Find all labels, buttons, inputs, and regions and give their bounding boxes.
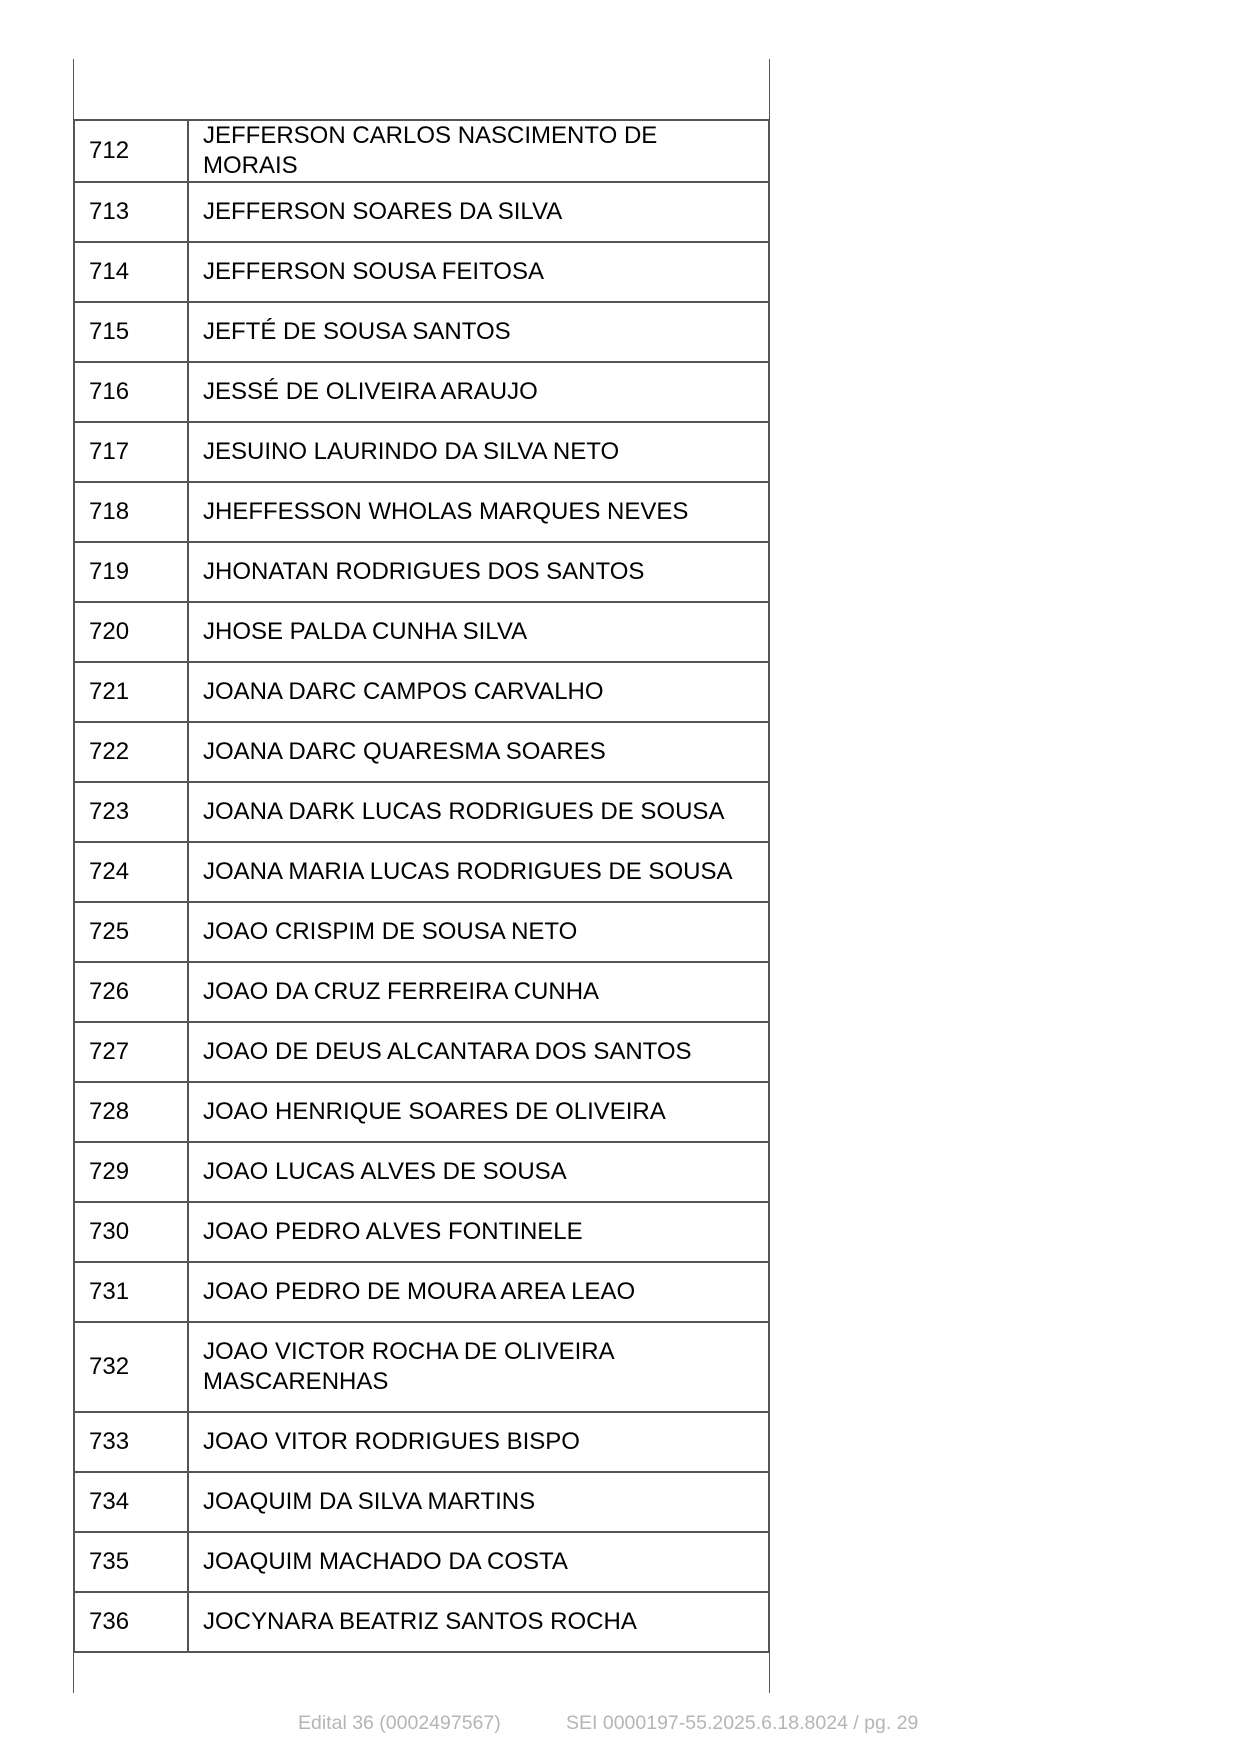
row-number: 724 xyxy=(74,842,188,902)
candidate-name: JOAO CRISPIM DE SOUSA NETO xyxy=(188,902,769,962)
candidate-name: JOAO DE DEUS ALCANTARA DOS SANTOS xyxy=(188,1022,769,1082)
row-number: 726 xyxy=(74,962,188,1022)
row-number: 715 xyxy=(74,302,188,362)
row-number: 732 xyxy=(74,1322,188,1412)
candidate-name: JOAQUIM DA SILVA MARTINS xyxy=(188,1472,769,1532)
footer-document-ref: Edital 36 (0002497567) xyxy=(298,1712,501,1734)
row-number: 717 xyxy=(74,422,188,482)
candidate-name: JOAO DA CRUZ FERREIRA CUNHA xyxy=(188,962,769,1022)
candidate-name: JEFTÉ DE SOUSA SANTOS xyxy=(188,302,769,362)
row-number: 729 xyxy=(74,1142,188,1202)
candidate-name: JOAO VITOR RODRIGUES BISPO xyxy=(188,1412,769,1472)
row-number: 722 xyxy=(74,722,188,782)
table-row xyxy=(74,602,769,662)
candidate-name: JESSÉ DE OLIVEIRA ARAUJO xyxy=(188,362,769,422)
candidate-name: JHOSE PALDA CUNHA SILVA xyxy=(188,602,769,662)
candidate-table xyxy=(73,119,770,1653)
footer-process-ref: SEI 0000197-55.2025.6.18.8024 / pg. 29 xyxy=(566,1712,919,1734)
row-number: 730 xyxy=(74,1202,188,1262)
document-table-section xyxy=(73,59,770,1653)
candidate-name: JESUINO LAURINDO DA SILVA NETO xyxy=(188,422,769,482)
candidate-name: JEFFERSON CARLOS NASCIMENTO DE MORAIS xyxy=(188,120,769,182)
table-row xyxy=(74,1022,769,1082)
row-number: 721 xyxy=(74,662,188,722)
row-number: 713 xyxy=(74,182,188,242)
candidate-name: JOAO PEDRO ALVES FONTINELE xyxy=(188,1202,769,1262)
table-row xyxy=(74,1412,769,1472)
candidate-name: JOANA MARIA LUCAS RODRIGUES DE SOUSA xyxy=(188,842,769,902)
candidate-name: JOAO PEDRO DE MOURA AREA LEAO xyxy=(188,1262,769,1322)
candidate-name: JHONATAN RODRIGUES DOS SANTOS xyxy=(188,542,769,602)
table-row xyxy=(74,542,769,602)
table-row xyxy=(74,1142,769,1202)
candidate-name: JHEFFESSON WHOLAS MARQUES NEVES xyxy=(188,482,769,542)
candidate-name: JEFFERSON SOARES DA SILVA xyxy=(188,182,769,242)
row-number: 719 xyxy=(74,542,188,602)
row-number: 727 xyxy=(74,1022,188,1082)
row-number: 720 xyxy=(74,602,188,662)
candidate-name: JOAO VICTOR ROCHA DE OLIVEIRA MASCARENHAS xyxy=(188,1322,769,1412)
row-number: 733 xyxy=(74,1412,188,1472)
candidate-name: JOANA DARC CAMPOS CARVALHO xyxy=(188,662,769,722)
table-left-border-bottom xyxy=(73,1647,74,1693)
table-row xyxy=(74,782,769,842)
table-row xyxy=(74,302,769,362)
row-number: 736 xyxy=(74,1592,188,1652)
row-number: 714 xyxy=(74,242,188,302)
table-row xyxy=(74,182,769,242)
row-number: 716 xyxy=(74,362,188,422)
row-number: 731 xyxy=(74,1262,188,1322)
row-number: 725 xyxy=(74,902,188,962)
table-row xyxy=(74,242,769,302)
candidate-name: JOANA DARK LUCAS RODRIGUES DE SOUSA xyxy=(188,782,769,842)
candidate-name: JEFFERSON SOUSA FEITOSA xyxy=(188,242,769,302)
table-row xyxy=(74,1532,769,1592)
table-row xyxy=(74,1082,769,1142)
table-row xyxy=(74,842,769,902)
candidate-name: JOAO HENRIQUE SOARES DE OLIVEIRA xyxy=(188,1082,769,1142)
table-row xyxy=(74,482,769,542)
table-row xyxy=(74,120,769,182)
table-right-border-bottom xyxy=(769,1647,770,1693)
table-row xyxy=(74,662,769,722)
table-row xyxy=(74,1202,769,1262)
row-number: 712 xyxy=(74,120,188,182)
row-number: 735 xyxy=(74,1532,188,1592)
table-row xyxy=(74,902,769,962)
row-number: 723 xyxy=(74,782,188,842)
table-row xyxy=(74,1592,769,1652)
candidate-name: JOCYNARA BEATRIZ SANTOS ROCHA xyxy=(188,1592,769,1652)
candidate-name: JOANA DARC QUARESMA SOARES xyxy=(188,722,769,782)
row-number: 734 xyxy=(74,1472,188,1532)
row-number: 728 xyxy=(74,1082,188,1142)
candidate-name: JOAO LUCAS ALVES DE SOUSA xyxy=(188,1142,769,1202)
table-row xyxy=(74,962,769,1022)
table-row xyxy=(74,722,769,782)
table-row xyxy=(74,422,769,482)
table-row xyxy=(74,1322,769,1412)
row-number: 718 xyxy=(74,482,188,542)
candidate-name: JOAQUIM MACHADO DA COSTA xyxy=(188,1532,769,1592)
table-row xyxy=(74,1472,769,1532)
table-row xyxy=(74,362,769,422)
table-row xyxy=(74,1262,769,1322)
table-top-spacer xyxy=(73,59,770,119)
